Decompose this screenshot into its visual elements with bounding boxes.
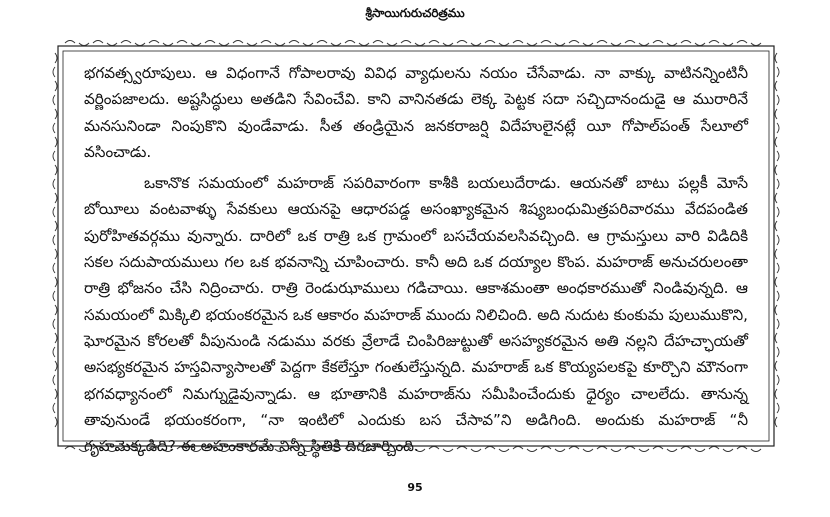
vine-curl (53, 67, 55, 77)
vine-curl (667, 43, 677, 46)
vine-curl (737, 41, 747, 44)
vine-curl (555, 43, 565, 46)
vine-curl (777, 179, 779, 189)
vine-curl (777, 123, 779, 133)
vine-curl (777, 207, 779, 217)
vine-curl (775, 53, 777, 63)
vine-curl (777, 319, 779, 329)
vine-curl (55, 277, 57, 287)
vine-curl (65, 447, 75, 450)
vine-curl (597, 41, 607, 44)
vine-curl (53, 291, 55, 301)
vine-curl (233, 41, 243, 44)
page-number: 95 (407, 481, 423, 494)
vine-curl (55, 53, 57, 63)
vine-curl (443, 43, 453, 46)
vine-curl (53, 347, 55, 357)
vine-curl (775, 109, 777, 119)
vine-curl (53, 375, 55, 385)
vine-curl (55, 137, 57, 147)
vine-curl (53, 179, 55, 189)
vine-curl (55, 333, 57, 343)
vine-curl (53, 263, 55, 273)
vine-curl (775, 165, 777, 175)
vine-curl (53, 403, 55, 413)
vine-curl (55, 417, 57, 427)
vine-curl (275, 43, 285, 46)
vine-curl (53, 319, 55, 329)
vine-curl (775, 193, 777, 203)
vine-curl (583, 43, 593, 46)
vine-curl (289, 41, 299, 44)
vine-curl (777, 403, 779, 413)
vine-curl (777, 151, 779, 161)
vine-curl (527, 43, 537, 46)
vine-curl (471, 43, 481, 46)
vine-curl (777, 291, 779, 301)
vine-curl (247, 43, 257, 46)
vine-curl (121, 41, 131, 44)
vine-curl (65, 41, 75, 44)
vine-curl (55, 305, 57, 315)
vine-curl (53, 235, 55, 245)
vine-curl (777, 263, 779, 273)
vine-curl (135, 43, 145, 46)
vine-curl (485, 41, 495, 44)
vine-curl (457, 41, 467, 44)
vine-curl (775, 389, 777, 399)
vine-curl (359, 43, 369, 46)
vine-curl (777, 347, 779, 357)
vine-curl (107, 43, 117, 46)
vine-curl (777, 95, 779, 105)
vine-curl (751, 449, 761, 452)
vine-curl (415, 43, 425, 46)
vine-curl (541, 41, 551, 44)
vine-curl (55, 361, 57, 371)
vine-curl (777, 67, 779, 77)
vine-curl (709, 41, 719, 44)
vine-curl (55, 221, 57, 231)
vine-curl (53, 95, 55, 105)
vine-curl (681, 41, 691, 44)
vine-curl (53, 123, 55, 133)
vine-curl (345, 41, 355, 44)
vine-curl (775, 81, 777, 91)
vine-curl (55, 193, 57, 203)
vine-curl (513, 41, 523, 44)
vine-curl (149, 41, 159, 44)
vine-curl (611, 43, 621, 46)
vine-curl (625, 41, 635, 44)
vine-curl (205, 41, 215, 44)
vine-curl (331, 43, 341, 46)
page-body (84, 60, 748, 459)
vine-curl (53, 151, 55, 161)
vine-curl (55, 109, 57, 119)
vine-curl (775, 221, 777, 231)
vine-curl (401, 41, 411, 44)
vine-curl (653, 41, 663, 44)
vine-curl (163, 43, 173, 46)
vine-curl (191, 43, 201, 46)
vine-curl (303, 43, 313, 46)
vine-curl (777, 235, 779, 245)
vine-curl (723, 43, 733, 46)
vine-curl (317, 41, 327, 44)
paragraph-1: భగవత్స్వరూపులు. ఆ విధంగానే గోపాలరావు వివిధ వ్యాధులను నయం చేసేవాడు. నా వాక్కు వాటినన్నింటినీ వర్ణింపజాలదు. అష్టసిద్ధులు అతడిని సేవించేవి. కాని వానినతడు లెక్క పెట్టక సదా సచ్చిదానందుడై ఆ మురారినే మనసునిండా నింపుకొని వుండేవాడు. సీత తండ్రియైన జనకరాజర్షి విదేహులైనట్లే యీ గోపాల్‌పంత్ సేలూలో వసించాడు. (84, 64, 748, 161)
vine-curl (429, 41, 439, 44)
vine-curl (55, 81, 57, 91)
vine-curl (53, 207, 55, 217)
vine-curl (777, 375, 779, 385)
vine-curl (79, 43, 89, 46)
vine-curl (775, 277, 777, 287)
vine-curl (387, 43, 397, 46)
vine-curl (499, 43, 509, 46)
vine-curl (775, 249, 777, 259)
vine-curl (261, 41, 271, 44)
vine-curl (639, 43, 649, 46)
page-header-title: శ్రీసాయిగురుచరిత్రము (365, 6, 465, 20)
vine-curl (55, 389, 57, 399)
vine-curl (775, 137, 777, 147)
paragraph-2: ఒకానొక సమయంలో మహరాజ్ సపరివారంగా కాశీకి బయలుదేరాడు. ఆయనతో బాటు పల్లకీ మోసే బోయీలు వంటవాళ్ళు సేవకులు ఆయనపై ఆధారపడ్డ అసంఖ్యాకమైన శిష్యబంధుమిత్రపరివారము వేదపండిత పురోహితవర్గము వున్నారు. దారిలో ఒక రాత్రి ఒక గ్రామంలో బసచేయవలసివచ్చింది. ఆ గ్రామస్తులు వారి విడిదికి సకల సదుపాయములు గల ఒక భవనాన్ని చూపించారు. కానీ అది ఒక దయ్యాల కొంప. మహరాజ్ అనుచరులంతా రాత్రి భోజనం చేసి నిద్రించారు. రాత్రి రెండుఝాములు గడిచాయి. ఆకాశమంతా అంధకారముతో నిండివున్నది. ఆ సమయంలో మిక్కిలి భయంకరమైన ఒక ఆకారం మహరాజ్ ముందు నిలిచింది. అది నుదుట కుంకుమ పులుముకొని, ఘోరమైన కోరలతో వీపునుండి నడుము వరకు వ్రేలాడే చింపిరిజుట్టుతో అసహ్యకరమైన అతి నల్లని దేహచ్ఛాయతో అసభ్యకరమైన హస్తవిన్యాసాలతో పెద్దగా కేకలేస్తూ గంతులేస్తున్నది. మహరాజ్ ఒక కొయ్యపలకపై కూర్చొని మౌనంగా భగవధ్యానంలో నిమగ్నుడైవున్నాడు. ఆ భూతానికి మహరాజ్‌ను సమీపించేందుకు ధైర్యం చాలలేదు. తానున్న తావునుండే భయంకరంగా, “నా ఇంటిలో ఎందుకు బస చేసావ”ని అడిగింది. అందుకు మహరాజ్ “నీ గృహమెక్కడిది? ఈ అహంకారమే నిన్నీ స్థితికి దిగజార్చింది. (84, 174, 748, 456)
vine-curl (177, 41, 187, 44)
vine-curl (93, 41, 103, 44)
vine-curl (775, 417, 777, 427)
vine-curl (775, 333, 777, 343)
vine-curl (219, 43, 229, 46)
vine-curl (569, 41, 579, 44)
vine-curl (55, 249, 57, 259)
vine-curl (55, 165, 57, 175)
vine-curl (751, 43, 761, 46)
vine-curl (775, 361, 777, 371)
vine-curl (695, 43, 705, 46)
vine-curl (775, 305, 777, 315)
vine-curl (373, 41, 383, 44)
